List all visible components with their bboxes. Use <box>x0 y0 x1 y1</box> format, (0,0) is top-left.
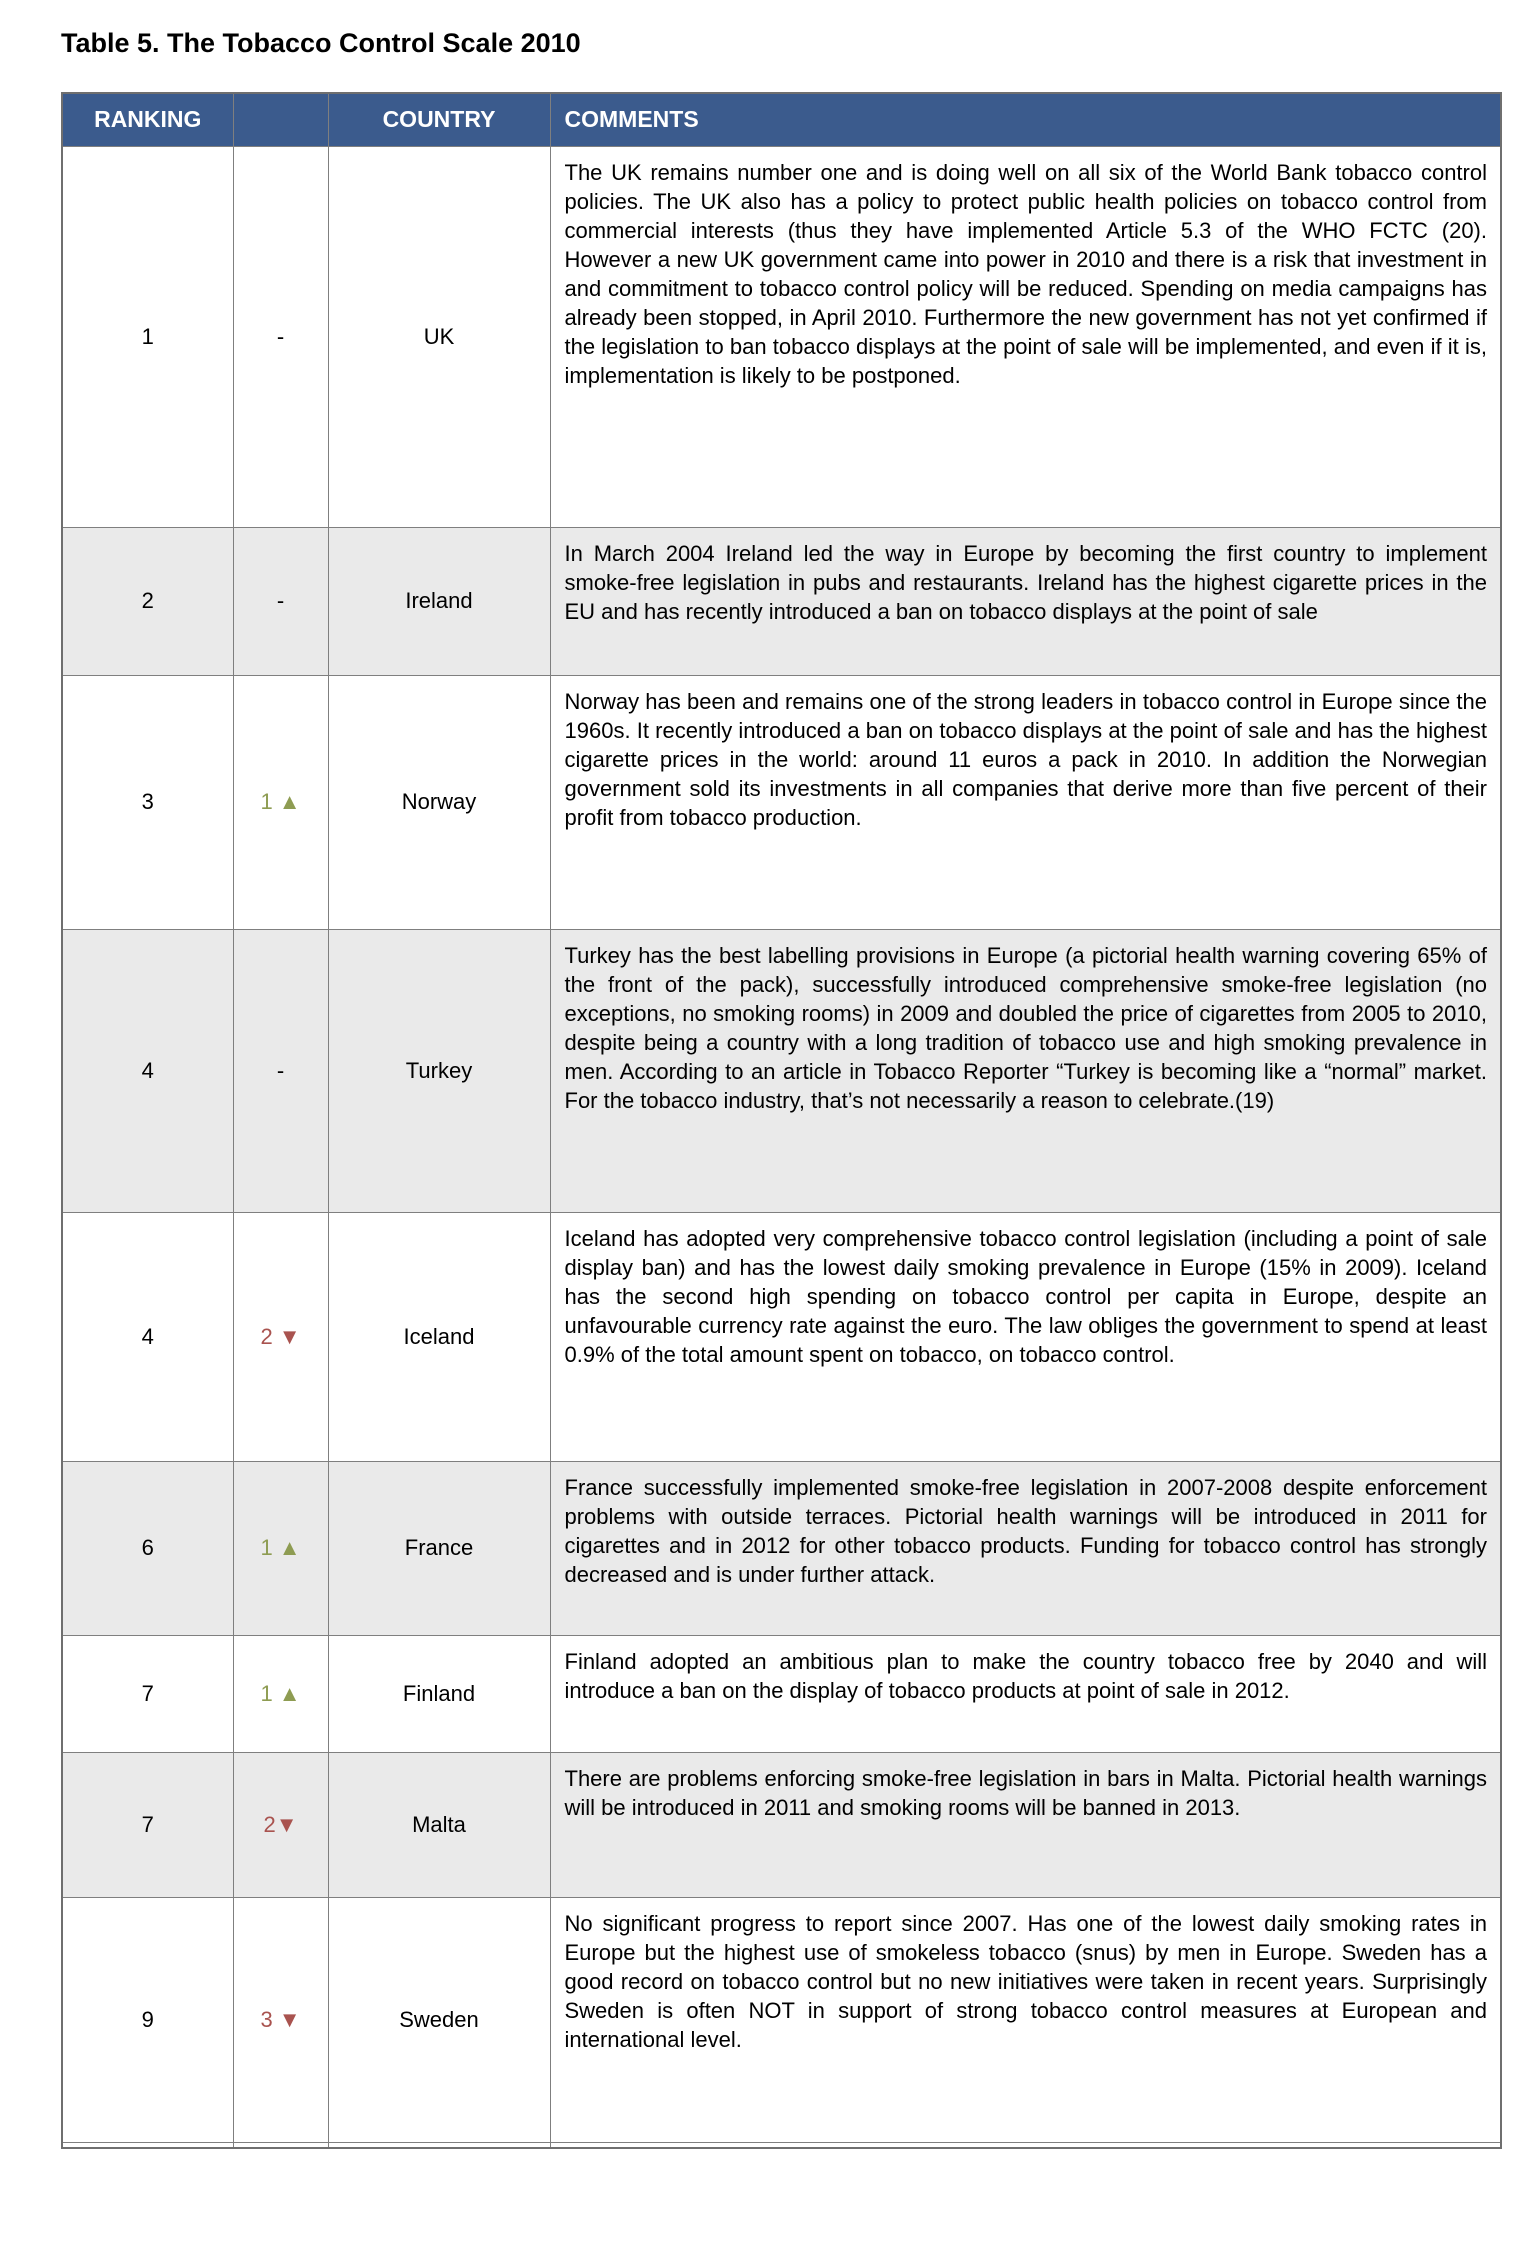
ranking-cell: 2 <box>62 527 233 675</box>
comments-cell <box>550 2142 1501 2148</box>
comments-cell: In March 2004 Ireland led the way in Europe by becoming the first country to implement smoke-free legislation in pubs and restaurants. Ireland has the highest cigarette prices in the EU and has recently introduced a ban on tobacco displays at the point of sale <box>550 527 1501 675</box>
comments-cell: Norway has been and remains one of the strong leaders in tobacco control in Europe since the 1960s. It recently introduced a ban on tobacco displays at the point of sale and has the highest cigarette prices in the world: around 11 euros a pack in 2010. In addition the Norwegian government sold its investments in all companies that derive more than five percent of their profit from tobacco production. <box>550 675 1501 929</box>
country-cell: UK <box>328 146 550 527</box>
table-row <box>62 1635 1501 1752</box>
change-cell <box>233 2142 328 2148</box>
change-cell-down: 2▼ <box>233 1752 328 1897</box>
country-cell: Turkey <box>328 929 550 1212</box>
change-cell-up: 1 ▲ <box>233 1461 328 1635</box>
header-row <box>62 93 1501 146</box>
table-row <box>62 1752 1501 1897</box>
comments-cell: There are problems enforcing smoke-free legislation in bars in Malta. Pictorial health warnings will be introduced in 2011 and smoking rooms will be banned in 2013. <box>550 1752 1501 1897</box>
country-cell: Norway <box>328 675 550 929</box>
table-title: Table 5. The Tobacco Control Scale 2010 <box>61 28 581 58</box>
change-cell-down: 2 ▼ <box>233 1212 328 1461</box>
country-cell: Iceland <box>328 1212 550 1461</box>
cut-off-row <box>62 2142 1501 2148</box>
ranking-cell <box>62 2142 233 2148</box>
comments-cell: Iceland has adopted very comprehensive tobacco control legislation (including a point of sale display ban) and has the lowest daily smoking prevalence in Europe (15% in 2009). Iceland has the second high spending on tobacco control per capita in Europe, despite an unfavourable currency rate against the euro. The law obliges the government to spend at least 0.9% of the total amount spent on tobacco, on tobacco control. <box>550 1212 1501 1461</box>
header-ranking: RANKING <box>62 93 233 146</box>
country-cell: Malta <box>328 1752 550 1897</box>
header-change <box>233 93 328 146</box>
change-cell: - <box>233 929 328 1212</box>
table-row <box>62 1212 1501 1461</box>
header-country: COUNTRY <box>328 93 550 146</box>
tobacco-control-scale-table <box>61 92 1502 2149</box>
comments-cell: Turkey has the best labelling provisions in Europe (a pictorial health warning covering 65% of the front of the pack), successfully introduced comprehensive smoke-free legislation (no exceptions, no smoking rooms) in 2009 and doubled the price of cigarettes from 2005 to 2010, despite being a country with a long tradition of tobacco use and high smoking prevalence in men. According to an article in Tobacco Reporter “Turkey is becoming like a “normal” market. For the tobacco industry, that’s not necessarily a reason to celebrate.(19) <box>550 929 1501 1212</box>
country-cell: Finland <box>328 1635 550 1752</box>
comments-cell: Finland adopted an ambitious plan to make the country tobacco free by 2040 and will introduce a ban on the display of tobacco products at point of sale in 2012. <box>550 1635 1501 1752</box>
table-row <box>62 1897 1501 2142</box>
ranking-cell: 1 <box>62 146 233 527</box>
country-cell <box>328 2142 550 2148</box>
table-row <box>62 929 1501 1212</box>
country-cell: France <box>328 1461 550 1635</box>
change-cell: - <box>233 527 328 675</box>
header-comments: COMMENTS <box>550 93 1501 146</box>
country-cell: Sweden <box>328 1897 550 2142</box>
comments-cell: No significant progress to report since 2007. Has one of the lowest daily smoking rates in Europe but the highest use of smokeless tobacco (snus) by men in Europe. Sweden has a good record on tobacco control but no new initiatives were taken in recent years. Surprisingly Sweden is often NOT in support of strong tobacco control measures at European and international level. <box>550 1897 1501 2142</box>
ranking-cell: 4 <box>62 929 233 1212</box>
country-cell: Ireland <box>328 527 550 675</box>
comments-cell: France successfully implemented smoke-free legislation in 2007-2008 despite enforcement problems with outside terraces. Pictorial health warnings will be introduced in 2011 for cigarettes and in 2012 for other tobacco products. Funding for tobacco control has strongly decreased and is under further attack. <box>550 1461 1501 1635</box>
ranking-cell: 7 <box>62 1635 233 1752</box>
change-cell: - <box>233 146 328 527</box>
ranking-cell: 9 <box>62 1897 233 2142</box>
change-cell-down: 3 ▼ <box>233 1897 328 2142</box>
change-cell-up: 1 ▲ <box>233 1635 328 1752</box>
change-cell-up: 1 ▲ <box>233 675 328 929</box>
ranking-cell: 7 <box>62 1752 233 1897</box>
ranking-cell: 6 <box>62 1461 233 1635</box>
table-row <box>62 527 1501 675</box>
ranking-cell: 3 <box>62 675 233 929</box>
table-row <box>62 675 1501 929</box>
table-row <box>62 1461 1501 1635</box>
ranking-cell: 4 <box>62 1212 233 1461</box>
table-row <box>62 146 1501 527</box>
comments-cell: The UK remains number one and is doing well on all six of the World Bank tobacco control policies. The UK also has a policy to protect public health policies on tobacco control from commercial interests (thus they have implemented Article 5.3 of the WHO FCTC (20). However a new UK government came into power in 2010 and there is a risk that investment in and commitment to tobacco control policy will be reduced. Spending on media campaigns has already been stopped, in April 2010. Furthermore the new government has not yet confirmed if the legislation to ban tobacco displays at the point of sale will be implemented, and even if it is, implementation is likely to be postponed. <box>550 146 1501 527</box>
